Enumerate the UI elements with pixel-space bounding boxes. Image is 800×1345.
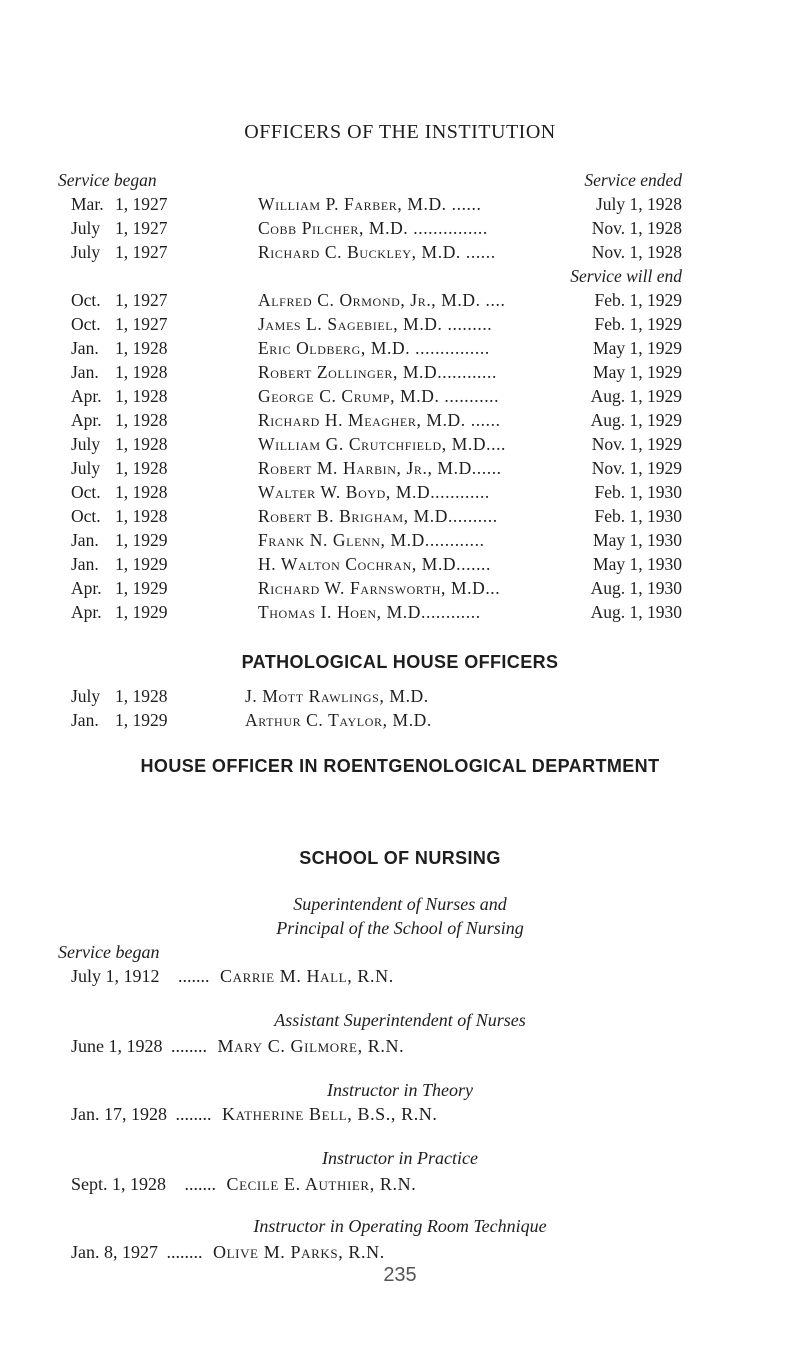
end-date: Nov. 1, 1929 bbox=[591, 458, 682, 478]
nursing-entry bbox=[71, 1104, 438, 1125]
began-year: 1, 1927 bbox=[115, 314, 168, 334]
entry-name: Katherine Bell, B.S., R.N. bbox=[222, 1104, 438, 1124]
began-year: 1, 1928 bbox=[115, 338, 168, 358]
end-date: Feb. 1, 1929 bbox=[594, 314, 682, 334]
began-month: Mar. bbox=[71, 194, 104, 214]
superintendent-title-line2: Principal of the School of Nursing bbox=[276, 918, 524, 938]
began-month: Apr. bbox=[71, 602, 102, 622]
officer-name: Robert B. Brigham, M.D.......... bbox=[258, 506, 498, 526]
began-month: Jan. bbox=[71, 362, 99, 382]
leader-dots: ....... bbox=[178, 966, 210, 986]
officer-name: Arthur C. Taylor, M.D. bbox=[245, 710, 432, 730]
service-will-end-header: Service will end bbox=[570, 266, 682, 286]
end-date: May 1, 1929 bbox=[593, 338, 682, 358]
end-date: May 1, 1930 bbox=[593, 554, 682, 574]
end-date: July 1, 1928 bbox=[595, 194, 682, 214]
officer-row bbox=[0, 362, 800, 386]
role-title: Instructor in Theory bbox=[327, 1080, 473, 1100]
end-date: Nov. 1, 1928 bbox=[591, 218, 682, 238]
began-year: 1, 1929 bbox=[115, 710, 168, 730]
officer-name: Richard W. Farnsworth, M.D... bbox=[258, 578, 501, 598]
began-year: 1, 1927 bbox=[115, 194, 168, 214]
entry-date: Sept. 1, 1928 bbox=[71, 1174, 167, 1194]
began-month: July bbox=[71, 458, 101, 478]
entry-name: Mary C. Gilmore, R.N. bbox=[217, 1036, 405, 1056]
end-date: Nov. 1, 1929 bbox=[591, 434, 682, 454]
officer-row bbox=[0, 314, 800, 338]
began-month: Apr. bbox=[71, 410, 102, 430]
officer-name: J. Mott Rawlings, M.D. bbox=[245, 686, 429, 706]
pathological-row bbox=[0, 710, 800, 734]
entry-date: Jan. 8, 1927 bbox=[71, 1242, 158, 1262]
officer-name: Eric Oldberg, M.D. ............... bbox=[258, 338, 490, 358]
officer-row bbox=[0, 410, 800, 434]
began-month: July bbox=[71, 434, 101, 454]
leader-dots: ........ bbox=[171, 1036, 207, 1056]
officer-row bbox=[0, 554, 800, 578]
began-month: Jan. bbox=[71, 710, 99, 730]
entry-name: Cecile E. Authier, R.N. bbox=[226, 1174, 417, 1194]
pathological-row bbox=[0, 686, 800, 710]
leader-dots: ........ bbox=[166, 1242, 203, 1262]
began-year: 1, 1927 bbox=[115, 218, 168, 238]
officer-name: Cobb Pilcher, M.D. ............... bbox=[258, 218, 488, 238]
began-year: 1, 1928 bbox=[115, 386, 168, 406]
end-date: May 1, 1929 bbox=[593, 362, 682, 382]
officer-name: William G. Crutchfield, M.D.... bbox=[258, 434, 507, 454]
officer-name: George C. Crump, M.D. ........... bbox=[258, 386, 500, 406]
leader-dots: ....... bbox=[184, 1174, 217, 1194]
officer-name: Robert Zollinger, M.D............ bbox=[258, 362, 497, 382]
leader-dots: ........ bbox=[175, 1104, 212, 1124]
began-year: 1, 1929 bbox=[115, 554, 168, 574]
officer-name: Alfred C. Ormond, Jr., M.D. .... bbox=[258, 290, 506, 310]
nursing-entry bbox=[71, 1242, 385, 1263]
began-year: 1, 1928 bbox=[115, 434, 168, 454]
began-year: 1, 1929 bbox=[115, 530, 168, 550]
role-title: Instructor in Operating Room Technique bbox=[253, 1216, 547, 1236]
roentgen-heading: HOUSE OFFICER IN ROENTGENOLOGICAL DEPARTMENT bbox=[140, 756, 660, 776]
officer-name: Richard C. Buckley, M.D. ...... bbox=[258, 242, 496, 262]
began-month: Oct. bbox=[71, 290, 101, 310]
end-date: Feb. 1, 1930 bbox=[594, 506, 682, 526]
began-month: July bbox=[71, 242, 101, 262]
officer-name: Walter W. Boyd, M.D............ bbox=[258, 482, 490, 502]
began-month: Oct. bbox=[71, 506, 101, 526]
officer-row bbox=[0, 434, 800, 458]
officer-name: Thomas I. Hoen, M.D............ bbox=[258, 602, 481, 622]
end-date: Aug. 1, 1929 bbox=[590, 386, 682, 406]
officer-name: Frank N. Glenn, M.D............ bbox=[258, 530, 485, 550]
began-year: 1, 1928 bbox=[115, 458, 168, 478]
officer-row bbox=[0, 290, 800, 314]
officer-name: James L. Sagebiel, M.D. ......... bbox=[258, 314, 493, 334]
began-year: 1, 1928 bbox=[115, 686, 168, 706]
officer-row bbox=[0, 242, 800, 266]
page-title: OFFICERS OF THE INSTITUTION bbox=[244, 121, 556, 143]
service-began-header: Service began bbox=[58, 170, 157, 190]
page-number: 235 bbox=[383, 1264, 417, 1286]
superintendent-title-line1: Superintendent of Nurses and bbox=[293, 894, 507, 914]
officer-name: Robert M. Harbin, Jr., M.D...... bbox=[258, 458, 502, 478]
began-month: Oct. bbox=[71, 482, 101, 502]
end-date: Feb. 1, 1929 bbox=[594, 290, 682, 310]
entry-date: July 1, 1912 bbox=[71, 966, 160, 986]
entry-name: Olive M. Parks, R.N. bbox=[213, 1242, 385, 1262]
role-title: Instructor in Practice bbox=[322, 1148, 478, 1168]
entry-name: Carrie M. Hall, R.N. bbox=[220, 966, 394, 986]
officer-row bbox=[0, 218, 800, 242]
role-title: Assistant Superintendent of Nurses bbox=[274, 1010, 526, 1030]
nursing-entry bbox=[71, 1036, 404, 1057]
nursing-entry bbox=[71, 966, 394, 987]
began-year: 1, 1927 bbox=[115, 242, 168, 262]
began-year: 1, 1928 bbox=[115, 482, 168, 502]
nursing-entry bbox=[71, 1174, 416, 1195]
officer-row bbox=[0, 506, 800, 530]
began-year: 1, 1929 bbox=[115, 602, 168, 622]
officer-row bbox=[0, 386, 800, 410]
officer-name: Richard H. Meagher, M.D. ...... bbox=[258, 410, 501, 430]
began-month: July bbox=[71, 218, 101, 238]
officer-row bbox=[0, 482, 800, 506]
began-month: Jan. bbox=[71, 338, 99, 358]
officer-row bbox=[0, 578, 800, 602]
end-date: Aug. 1, 1930 bbox=[590, 602, 682, 622]
began-year: 1, 1928 bbox=[115, 410, 168, 430]
began-year: 1, 1928 bbox=[115, 506, 168, 526]
end-date: Nov. 1, 1928 bbox=[591, 242, 682, 262]
officer-row bbox=[0, 458, 800, 482]
began-month: Oct. bbox=[71, 314, 101, 334]
officer-name: H. Walton Cochran, M.D....... bbox=[258, 554, 491, 574]
began-year: 1, 1927 bbox=[115, 290, 168, 310]
end-date: Aug. 1, 1930 bbox=[590, 578, 682, 598]
began-month: Apr. bbox=[71, 386, 102, 406]
entry-date: Jan. 17, 1928 bbox=[71, 1104, 167, 1124]
pathological-heading: PATHOLOGICAL HOUSE OFFICERS bbox=[241, 652, 559, 672]
nursing-heading: SCHOOL OF NURSING bbox=[299, 848, 501, 868]
began-month: Jan. bbox=[71, 530, 99, 550]
officer-row bbox=[0, 194, 800, 218]
service-ended-header: Service ended bbox=[584, 170, 682, 190]
service-began-header: Service began bbox=[58, 942, 160, 962]
began-year: 1, 1929 bbox=[115, 578, 168, 598]
end-date: Aug. 1, 1929 bbox=[590, 410, 682, 430]
end-date: May 1, 1930 bbox=[593, 530, 682, 550]
end-date: Feb. 1, 1930 bbox=[594, 482, 682, 502]
entry-date: June 1, 1928 bbox=[71, 1036, 163, 1056]
began-month: July bbox=[71, 686, 101, 706]
began-year: 1, 1928 bbox=[115, 362, 168, 382]
began-month: Apr. bbox=[71, 578, 102, 598]
officer-name: William P. Farber, M.D. ...... bbox=[258, 194, 482, 214]
officer-row bbox=[0, 338, 800, 362]
officer-row bbox=[0, 602, 800, 626]
officer-row bbox=[0, 530, 800, 554]
began-month: Jan. bbox=[71, 554, 99, 574]
